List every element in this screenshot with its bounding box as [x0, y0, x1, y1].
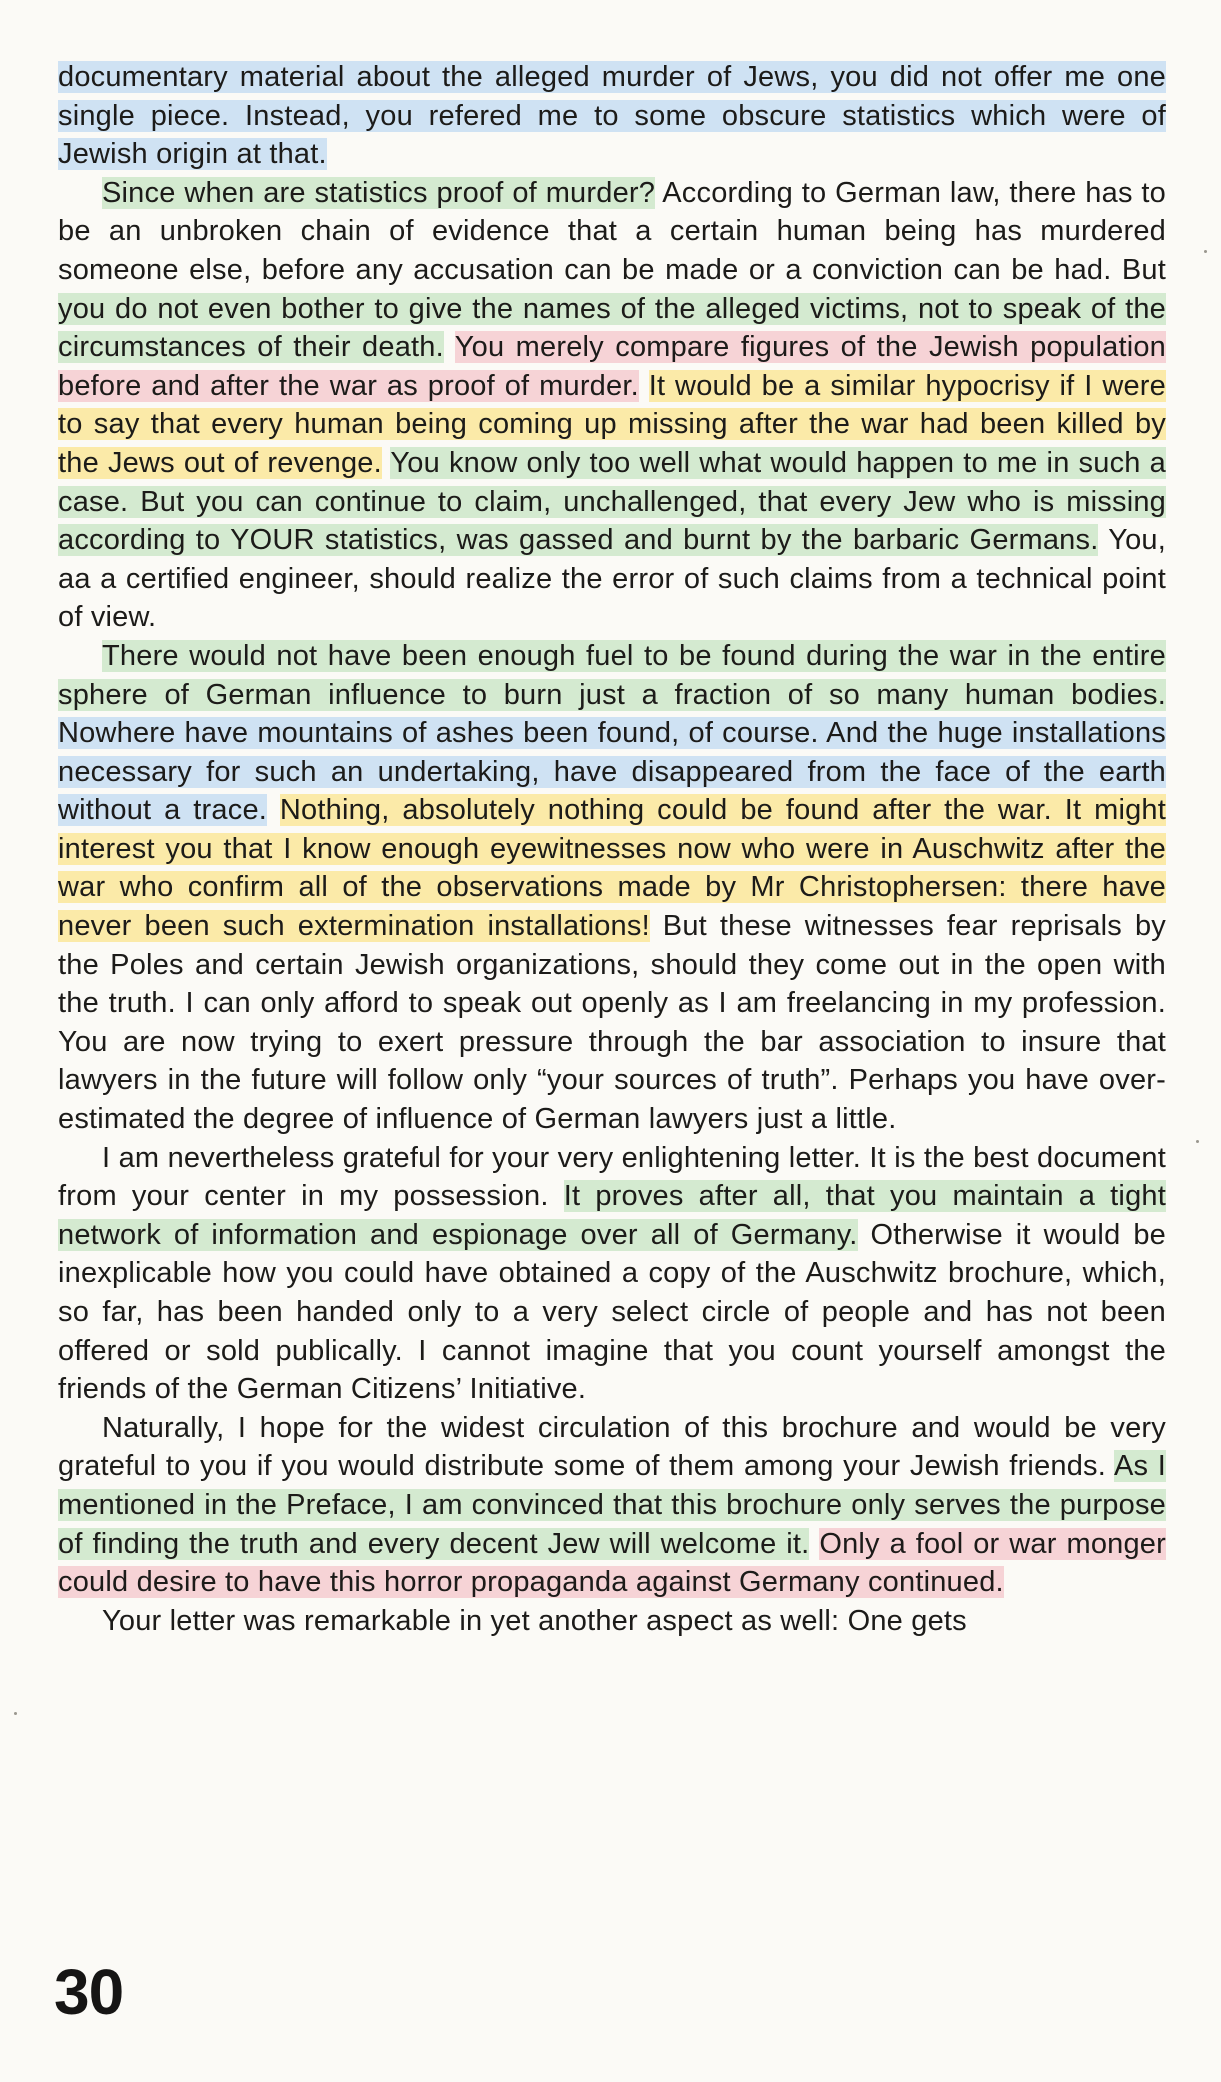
text-segment: According to German law, there has to be an unbroken chain of evidence that a certain human being has murdered someone else, before any accusation can be made or a conviction can be had. But	[58, 176, 1166, 286]
text-segment	[809, 1528, 819, 1560]
paragraph	[58, 1409, 1166, 1602]
page-number: 30	[54, 1956, 124, 2028]
paragraph	[58, 58, 1166, 174]
text-segment	[639, 370, 649, 402]
text-segment: Your letter was remarkable in yet another aspect as well: One gets	[102, 1604, 967, 1637]
body-text	[58, 58, 1166, 1640]
speck-mark	[14, 1712, 17, 1715]
text-segment: Nowhere have mountains of ashes been found, of course. And the huge installations necessary for such an undertaking, have disappeared from the face of the earth without a trace.	[58, 717, 1166, 827]
text-segment: It proves after all, that you maintain a tight network of information and espionage over all of Germany.	[58, 1180, 1166, 1251]
speck-mark	[1204, 250, 1207, 253]
text-segment: Otherwise it would be inexplicable how you could have obtained a copy of the Auschwitz brochure, which, so far, has been handed only to a very select circle of people and has not been offered or sold publically. I cannot imagine that you count yourself amongst the friends of the German Citizens’ Initiative.	[58, 1218, 1166, 1406]
text-segment: Nothing, absolutely nothing could be found after the war. It might interest you that I know enough eyewitnesses now who were in Auschwitz after the war who confirm all of the observations made by Mr Christophersen: there have never been such extermination installations!	[58, 794, 1167, 943]
text-segment: Since when are statistics proof of murder?	[102, 176, 656, 209]
paragraph	[58, 1139, 1166, 1409]
speck-mark	[1196, 1140, 1199, 1143]
text-segment: You, aa a certified engineer, should realize the error of such claims from a technical point of view.	[58, 524, 1166, 634]
text-segment: There would not have been enough fuel to be found during the war in the entire sphere of German influence to burn just a fraction of so many human bodies.	[58, 639, 1166, 711]
text-segment: It would be a similar hypocrisy if I were to say that every human being coming up missing after the war had been killed by the Jews out of revenge.	[58, 369, 1166, 479]
paragraph	[58, 1602, 1166, 1641]
text-segment: I am nevertheless grateful for your very enlightening letter. It is the best document from your center in my possession.	[58, 1141, 1166, 1213]
text-segment	[444, 331, 455, 363]
text-segment: As I mentioned in the Preface, I am convinced that this brochure only serves the purpose of finding the truth and every decent Jew will welcome it.	[58, 1450, 1166, 1560]
text-segment: Only a fool or war monger could desire to have this horror propaganda against Germany continued.	[58, 1527, 1166, 1599]
text-segment: Naturally, I hope for the widest circulation of this brochure and would be very grateful to you if you would distribute some of them among your Jewish friends.	[58, 1411, 1166, 1483]
paragraph	[58, 174, 1166, 637]
text-segment	[267, 794, 280, 826]
text-segment: But these witnesses fear reprisals by the Poles and certain Jewish organizations, should they come out in the open with the truth. I can only afford to speak out openly as I am freelancing in my profession. You are now trying to exert pressure through the bar association to insure that lawyers in the future will follow only “your sources of truth”. Perhaps you have over-estimated the degree of influence of German lawyers just a little.	[58, 910, 1166, 1136]
text-segment: You know only too well what would happen to me in such a case. But you can continue to claim, unchallenged, that every Jew who is missing according to YOUR statistics, was gassed and burnt by the barbaric Germans.	[58, 446, 1166, 557]
text-segment: documentary material about the alleged murder of Jews, you did not offer me one single piece. Instead, you refered me to some obscure statistics which were of Jewish origin at that.	[58, 61, 1166, 171]
text-segment: You merely compare figures of the Jewish population before and after the war as proof of murder.	[58, 331, 1167, 402]
text-segment: you do not even bother to give the names of the alleged victims, not to speak of the circumstances of their death.	[58, 292, 1166, 364]
paragraph	[58, 637, 1166, 1139]
